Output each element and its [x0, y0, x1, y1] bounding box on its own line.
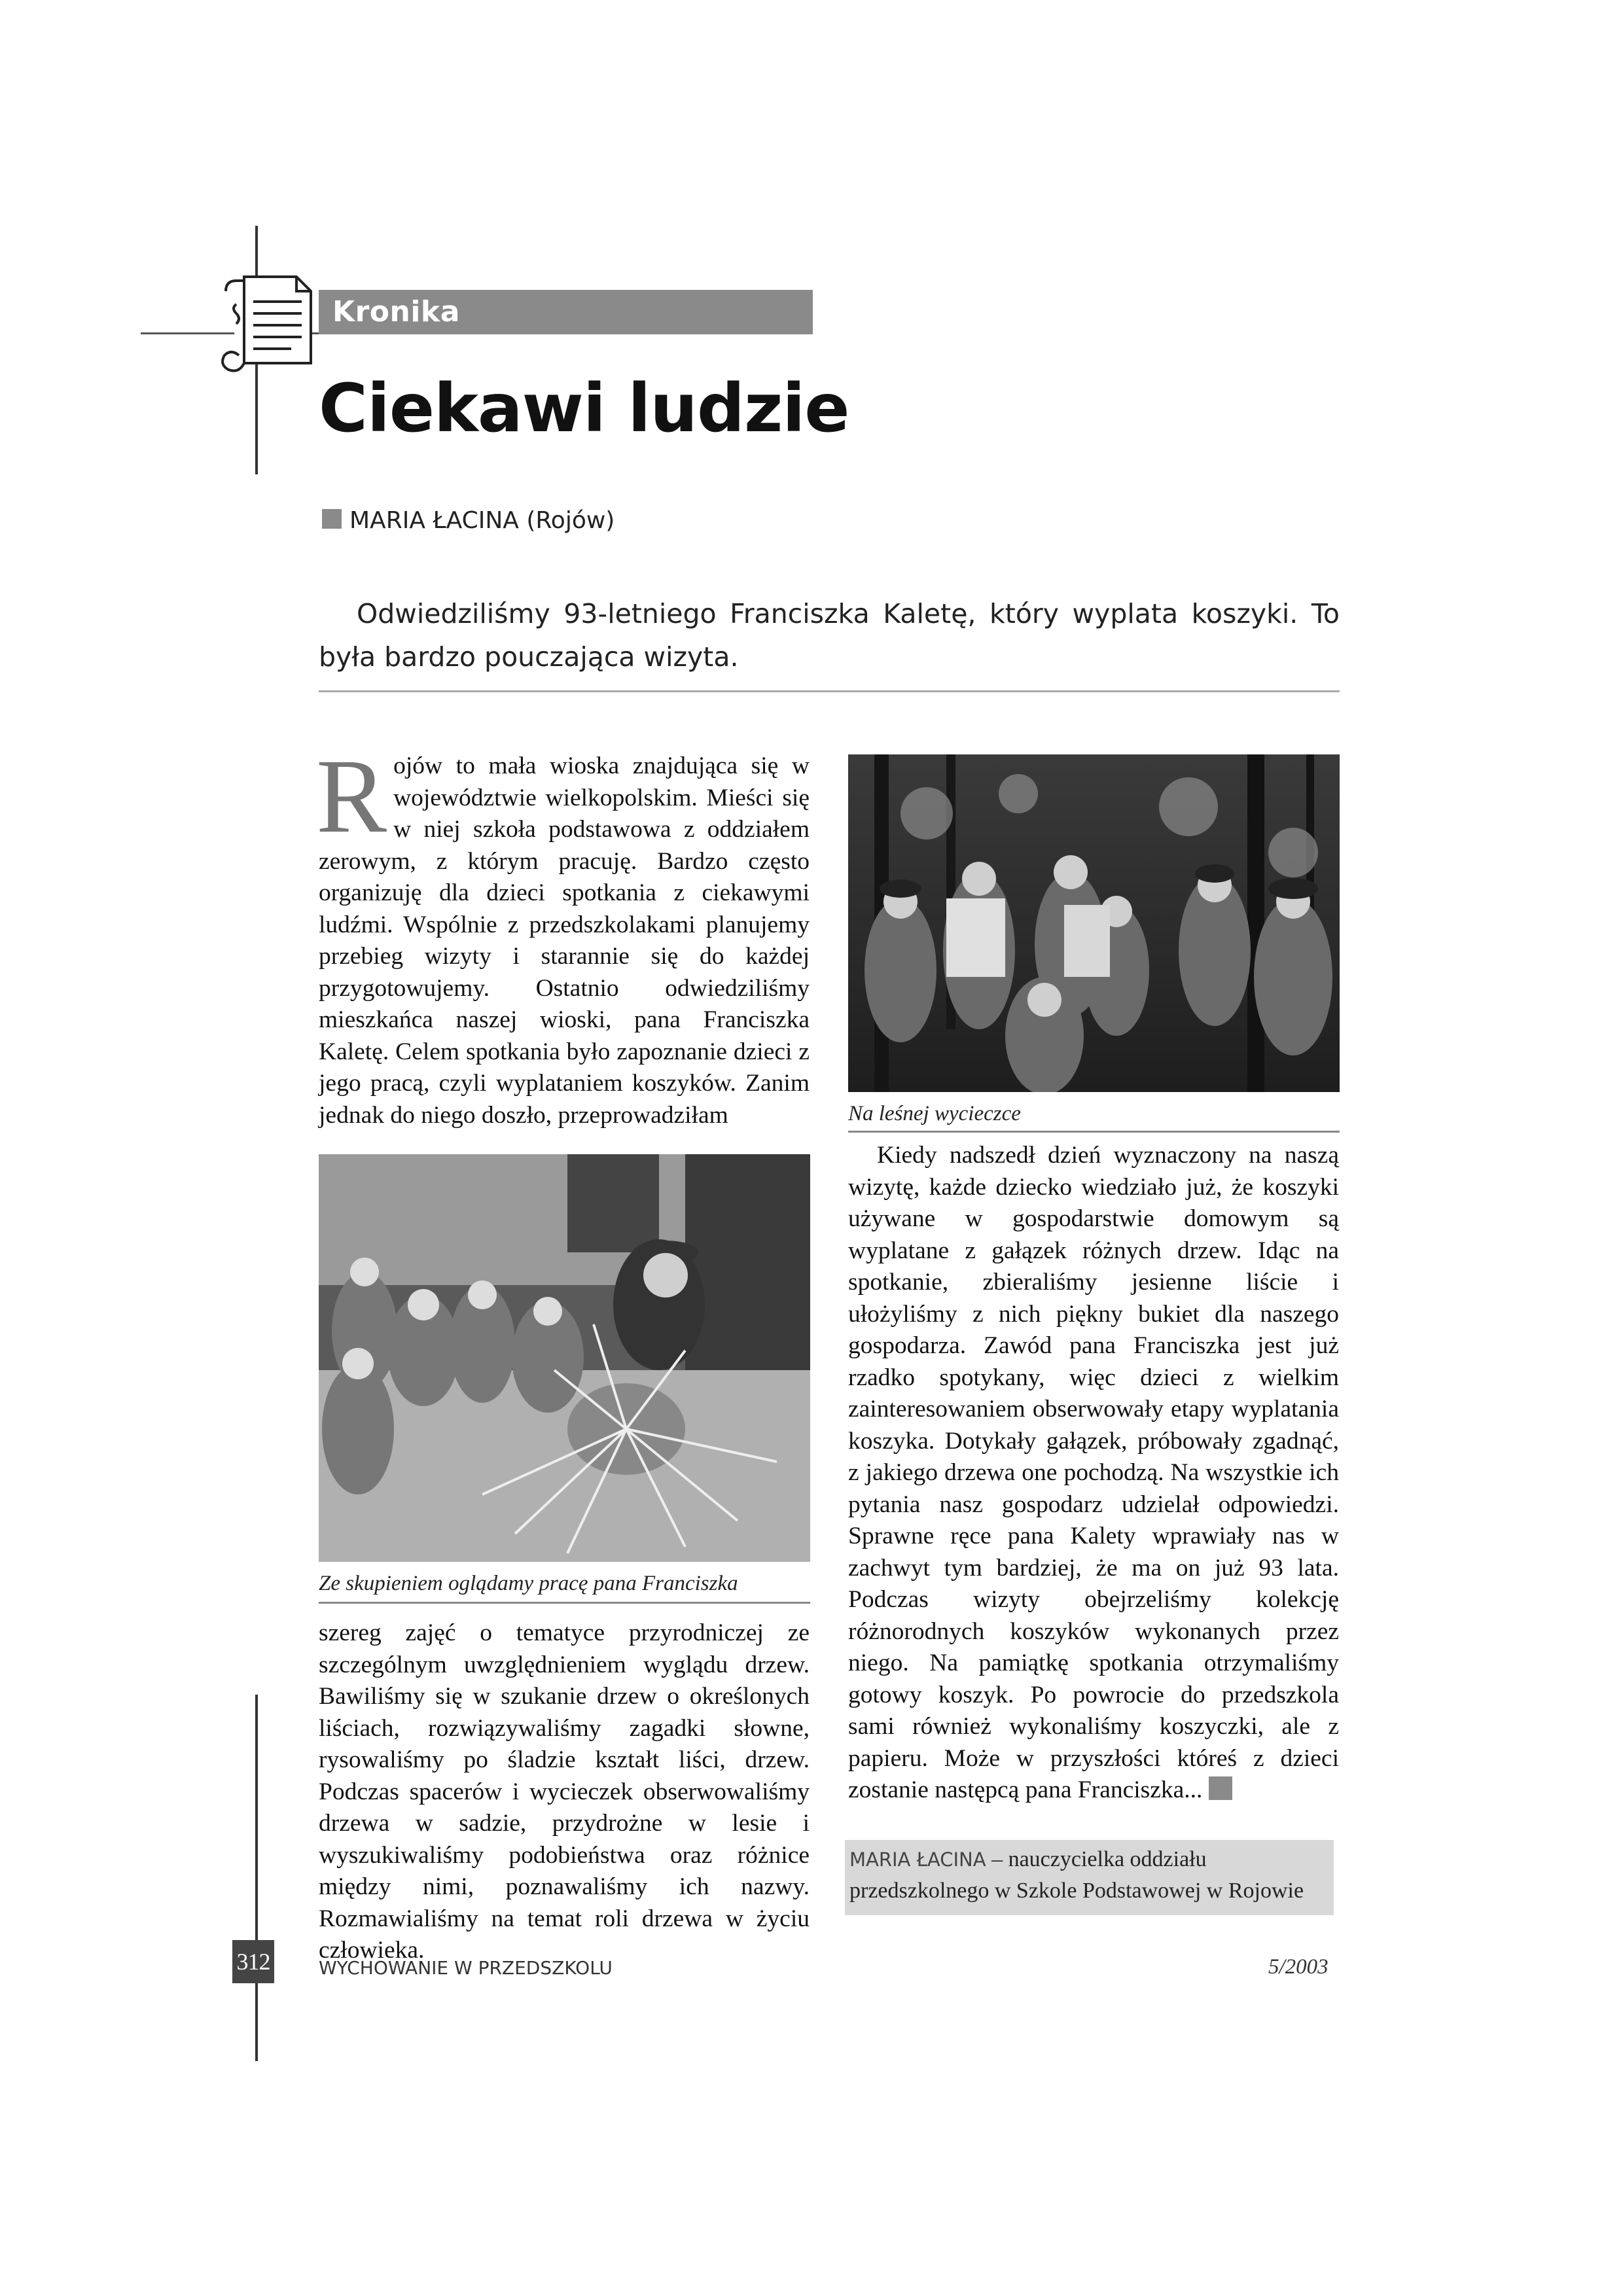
body-paragraph-3: Kiedy nadszedł dzień wyznaczony na naszą wizytę, każde dziecko wiedziało już, że koszyki używane w gospodarstwie domowym są wyplatane z gałązek różnych drzew. Idąc na spotkanie, zbieraliśmy jesienne liście i ułożyliśmy z nich piękny bukiet dla naszego gospodarza. Zawód pana Franciszka jest już rzadko spotykany, więc dzieci z wielkim zainteresowaniem obserwowały etapy wyplatania koszyka. Dotykały gałązek, próbowały zgadnąć, z jakiego drzewa one pochodzą. Na wszystkie ich pytania nasz gospodarz udzielał odpowiedzi. Sprawne ręce pana Kalety wprawiały nas w zachwyt tym bardziej, że ma on już 93 lata. Podczas wizyty obejrzeliśmy kolekcję różnorodnych koszyków wykonanych przez niego. Na pamiątkę spotkania otrzymaliśmy gotowy koszyk. Po powrocie do przedszkola sami również wykonaliśmy koszyczki, ale z papieru. Może w przyszłości któreś z dzieci zostanie następcą pana Franciszka...	[848, 1142, 1339, 1803]
body-text-right	[848, 1140, 1339, 1807]
photo-forest-trip	[848, 754, 1340, 1092]
author-marker	[322, 509, 342, 529]
body-text-left-top	[316, 738, 810, 1131]
scroll-document-icon	[213, 265, 323, 378]
article-title: Ciekawi ludzie	[319, 370, 849, 448]
issue-number: 5/2003	[1268, 1955, 1329, 1979]
caption-forest-trip: Na leśnej wycieczce	[848, 1102, 1021, 1125]
margin-rule-bottom	[255, 1695, 258, 2061]
lead-paragraph: Odwiedziliśmy 93-letniego Franciszka Kaletę, który wyplata koszyki. To była bardzo pouczająca wizyta.	[319, 598, 1340, 673]
body-paragraph-1: ojów to mała wioska znajdująca się w województwie wielkopolskim. Mieści się w niej szkoła podstawowa z oddziałem zerowym, z którym pracuję. Bardzo często organizuję dla dzieci spotkania z ciekawymi ludźmi. Wspólnie z przedszkolakami planujemy przebieg wizyty i starannie się do każdej przygotowujemy. Ostatnio odwiedziliśmy mieszkańca naszej wioski, pana Franciszka Kaletę. Celem spotkania było zapoznanie dzieci z jego pracą, czyli wyplataniem koszyków. Zanim jednak do niego doszło, przeprowadziłam	[319, 752, 810, 1129]
caption-divider	[319, 1602, 810, 1604]
author-bio	[849, 1844, 1331, 1907]
bio-text: – nauczycielka oddziału przedszkolnego w Szkole Podstawowej w Rojowie	[849, 1847, 1304, 1903]
lead-divider	[319, 690, 1340, 692]
bio-name: MARIA ŁACINA	[849, 1848, 986, 1871]
body-paragraph-2: szereg zajęć o tematyce przyrodniczej ze szczególnym uwzględnieniem wyglądu drzew. Bawiliśmy się w szukanie drzew o określonych liściach, rozwiązywaliśmy zagadki słowne, rysowaliśmy po śladzie kształt liści, drzew. Podczas spacerów i wycieczek obserwowaliśmy drzewa w sadzie, przydrożne w lesie i wyszukiwaliśmy podobieństwa oraz różnice między nimi, poznawaliśmy ich nazwy. Rozmawialiśmy na temat roli drzewa w życiu człowieka.	[319, 1619, 810, 1964]
journal-name: WYCHOWANIE W PRZEDSZKOLU	[319, 1957, 613, 1979]
page-number: 312	[236, 1949, 270, 1975]
body-text-left-bottom	[319, 1617, 810, 1967]
end-mark	[1209, 1776, 1232, 1800]
caption-basket-weaving: Ze skupieniem oglądamy pracę pana Franciszka	[319, 1572, 738, 1595]
photo-basket-weaving	[319, 1154, 810, 1562]
section-label: Kronika	[332, 295, 460, 328]
author-name: MARIA ŁACINA (Rojów)	[349, 507, 615, 534]
caption-divider	[848, 1131, 1340, 1133]
drop-cap: R	[316, 738, 387, 855]
